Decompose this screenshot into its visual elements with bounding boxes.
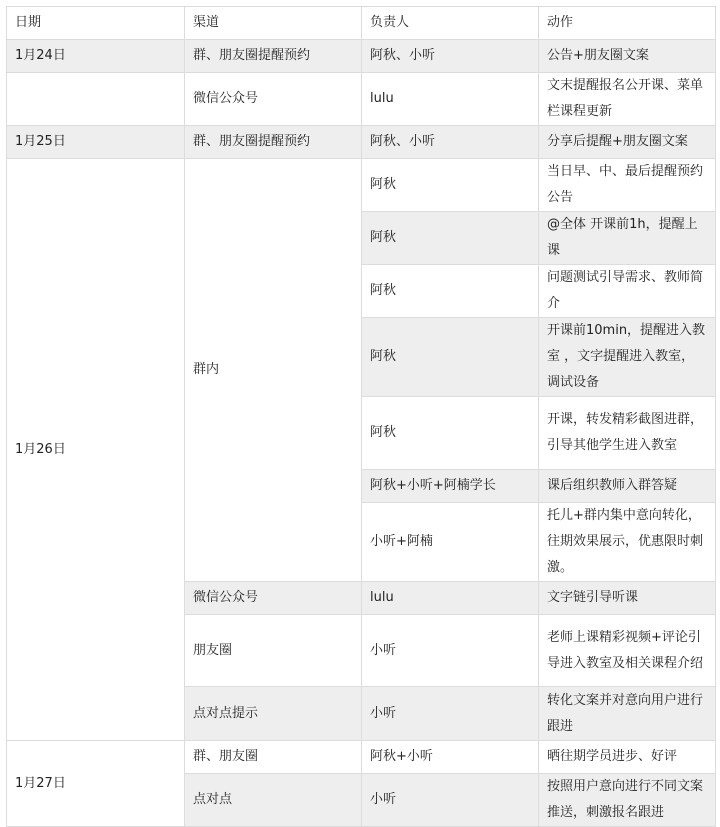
action-cell: 晒往期学员进步、好评 xyxy=(539,741,716,774)
table-row xyxy=(7,159,716,212)
action-cell: 开课前10min，提醒进入教室 ，文字提醒进入教室，调试设备 xyxy=(539,318,716,397)
date-cell: 1月26日 xyxy=(7,159,185,741)
action-cell: 问题测试引导需求、教师简介 xyxy=(539,265,716,318)
table-row xyxy=(7,741,716,774)
schedule-table xyxy=(6,6,716,827)
header-owner: 负责人 xyxy=(362,7,539,40)
channel-cell: 群、朋友圈 xyxy=(185,741,362,774)
channel-cell: 微信公众号 xyxy=(185,73,362,126)
owner-cell: 阿秋+小听 xyxy=(362,741,539,774)
owner-cell: 阿秋、小听 xyxy=(362,40,539,73)
action-cell: 托儿+群内集中意向转化，往期效果展示，优惠限时刺激。 xyxy=(539,503,716,582)
channel-cell: 群、朋友圈提醒预约 xyxy=(185,126,362,159)
channel-cell: 点对点提示 xyxy=(185,687,362,741)
owner-cell: 阿秋 xyxy=(362,397,539,470)
channel-cell: 群、朋友圈提醒预约 xyxy=(185,40,362,73)
owner-cell: 阿秋、小听 xyxy=(362,126,539,159)
date-cell-empty xyxy=(7,73,185,126)
owner-cell: lulu xyxy=(362,582,539,615)
header-channel: 渠道 xyxy=(185,7,362,40)
action-cell: 按照用户意向进行不同文案推送，刺激报名跟进 xyxy=(539,774,716,827)
action-cell: 文末提醒报名公开课、菜单栏课程更新 xyxy=(539,73,716,126)
owner-cell: 阿秋 xyxy=(362,159,539,212)
header-row xyxy=(7,7,716,40)
channel-cell: 点对点 xyxy=(185,774,362,827)
table-row xyxy=(7,126,716,159)
owner-cell: 阿秋+小听+阿楠学长 xyxy=(362,470,539,503)
action-cell: 转化文案并对意向用户进行跟进 xyxy=(539,687,716,741)
date-cell: 1月24日 xyxy=(7,40,185,73)
owner-cell: 小听+阿楠 xyxy=(362,503,539,582)
channel-cell: 微信公众号 xyxy=(185,582,362,615)
header-date: 日期 xyxy=(7,7,185,40)
header-action: 动作 xyxy=(539,7,716,40)
date-cell: 1月25日 xyxy=(7,126,185,159)
action-cell: 分享后提醒+朋友圈文案 xyxy=(539,126,716,159)
table-row xyxy=(7,73,716,126)
action-cell: 开课，转发精彩截图进群，引导其他学生进入教室 xyxy=(539,397,716,470)
action-cell: 课后组织教师入群答疑 xyxy=(539,470,716,503)
action-cell: 文字链引导听课 xyxy=(539,582,716,615)
owner-cell: 阿秋 xyxy=(362,212,539,265)
owner-cell: 小听 xyxy=(362,687,539,741)
action-cell: @全体 开课前1h，提醒上课 xyxy=(539,212,716,265)
action-cell: 当日早、中、最后提醒预约 公告 xyxy=(539,159,716,212)
channel-cell: 朋友圈 xyxy=(185,615,362,687)
action-cell: 老师上课精彩视频+评论引导进入教室及相关课程介绍 xyxy=(539,615,716,687)
owner-cell: lulu xyxy=(362,73,539,126)
owner-cell: 阿秋 xyxy=(362,265,539,318)
date-cell: 1月27日 xyxy=(7,741,185,827)
action-cell: 公告+朋友圈文案 xyxy=(539,40,716,73)
owner-cell: 小听 xyxy=(362,615,539,687)
channel-cell: 群内 xyxy=(185,159,362,582)
table-row xyxy=(7,40,716,73)
owner-cell: 阿秋 xyxy=(362,318,539,397)
owner-cell: 小听 xyxy=(362,774,539,827)
